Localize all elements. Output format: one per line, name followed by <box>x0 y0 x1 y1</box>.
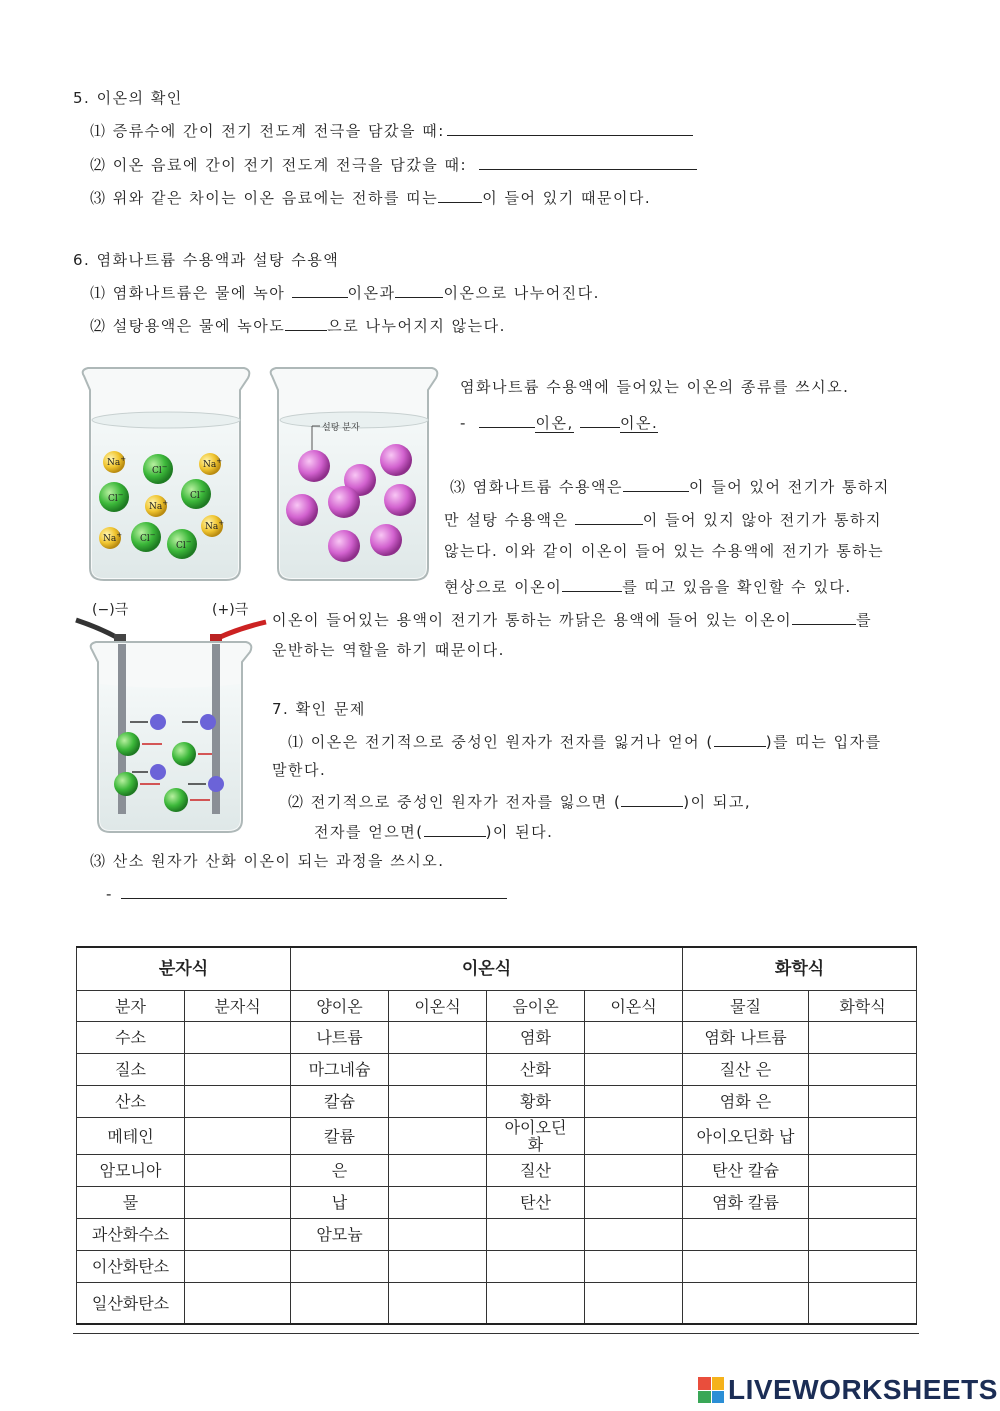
sugar-molecule <box>384 484 416 516</box>
nacl-beaker-illustration <box>78 362 254 586</box>
answer-blank[interactable] <box>714 730 766 747</box>
sec6-p4-line2: 운반하는 역할을 하기 때문이다. <box>272 641 505 659</box>
sec6-ask: 염화나트륨 수용액에 들어있는 이온의 종류를 쓰시오. <box>460 378 850 396</box>
answer-cell[interactable] <box>185 1283 291 1325</box>
sugar-molecule <box>370 524 402 556</box>
sugar-beaker-illustration <box>266 362 442 586</box>
table-cell: 황화 <box>487 1086 585 1118</box>
table-cell: 탄산 칼슘 <box>683 1155 809 1187</box>
table-cell: 암모니아 <box>77 1155 185 1187</box>
cation <box>200 714 216 730</box>
answer-cell[interactable] <box>389 1283 487 1325</box>
column-header: 양이온 <box>291 991 389 1022</box>
answer-cell[interactable] <box>389 1054 487 1086</box>
answer-cell[interactable] <box>185 1054 291 1086</box>
answer-blank[interactable] <box>792 608 856 625</box>
answer-cell[interactable] <box>185 1251 291 1283</box>
answer-cell[interactable] <box>809 1219 917 1251</box>
table-cell: 질산 <box>487 1155 585 1187</box>
sec6-q1: ⑴ 염화나트륨은 물에 녹아 이온과 이온으로 나누어진다. <box>90 281 600 303</box>
sec7-q1-cont: 말한다. <box>272 761 327 779</box>
answer-cell[interactable] <box>585 1118 683 1155</box>
table-row <box>77 1118 917 1155</box>
answer-blank[interactable] <box>621 790 683 807</box>
sec6-p3-line4: 현상으로 이온이 를 띠고 있음을 확인할 수 있다. <box>444 575 852 597</box>
answer-cell[interactable] <box>585 1219 683 1251</box>
svg-text:Cl−: Cl− <box>176 538 192 551</box>
sec7-q1: ⑴ 이온은 전기적으로 중성인 원자가 전자를 잃거나 얻어 ( )를 띠는 입자를 <box>288 730 882 752</box>
group-header: 화학식 <box>683 947 917 991</box>
answer-cell[interactable] <box>389 1187 487 1219</box>
answer-blank[interactable] <box>580 411 620 428</box>
svg-text:Na+: Na+ <box>149 499 169 512</box>
table-cell <box>683 1283 809 1325</box>
table-cell: 염화 <box>487 1022 585 1054</box>
answer-cell[interactable] <box>389 1219 487 1251</box>
answer-blank[interactable] <box>438 186 482 203</box>
table-cell <box>291 1251 389 1283</box>
brand-name: LIVEWORKSHEETS <box>728 1374 998 1405</box>
table-cell: 은 <box>291 1155 389 1187</box>
table-cell: 질소 <box>77 1054 185 1086</box>
sugar-molecule <box>328 486 360 518</box>
table-cell <box>683 1251 809 1283</box>
sec6-p4-line1: 이온이 들어있는 용액이 전기가 통하는 까닭은 용액에 들어 있는 이온이 를 <box>272 608 872 630</box>
table-row <box>77 1155 917 1187</box>
table-cell: 과산화수소 <box>77 1219 185 1251</box>
bottom-rule <box>73 1333 919 1334</box>
answer-blank[interactable] <box>479 153 697 170</box>
table-cell: 염화 은 <box>683 1086 809 1118</box>
answer-cell[interactable] <box>809 1283 917 1325</box>
sec5-q2: ⑵ 이온 음료에 간이 전기 전도계 전극을 담갔을 때: <box>90 153 697 175</box>
column-header: 이온식 <box>585 991 683 1022</box>
table-cell: 칼슘 <box>291 1086 389 1118</box>
table-row <box>77 1219 917 1251</box>
sec7-q2: ⑵ 전기적으로 중성인 원자가 전자를 잃으면 ( )이 되고, <box>288 790 751 812</box>
table-cell <box>291 1283 389 1325</box>
table-cell: 아이오딘화 납 <box>683 1118 809 1155</box>
answer-cell[interactable] <box>185 1155 291 1187</box>
answer-cell[interactable] <box>809 1054 917 1086</box>
svg-text:Cl−: Cl− <box>152 463 168 476</box>
table-cell: 나트륨 <box>291 1022 389 1054</box>
answer-cell[interactable] <box>585 1283 683 1325</box>
answer-cell[interactable] <box>809 1118 917 1155</box>
table-cell: 탄산 <box>487 1187 585 1219</box>
column-header: 음이온 <box>487 991 585 1022</box>
sec6-p3-line3: 않는다. 이와 같이 이온이 들어 있는 수용액에 전기가 통하는 <box>444 542 885 560</box>
answer-blank[interactable] <box>479 411 535 428</box>
answer-cell[interactable] <box>585 1086 683 1118</box>
answer-cell[interactable] <box>389 1022 487 1054</box>
logo-mark-icon <box>698 1377 724 1403</box>
table-cell: 염화 나트륨 <box>683 1022 809 1054</box>
svg-text:Na+: Na+ <box>103 531 123 544</box>
answer-cell[interactable] <box>185 1022 291 1054</box>
answer-blank[interactable] <box>562 575 622 592</box>
sec7-q3-answer: - <box>106 882 507 904</box>
formula-table <box>76 946 917 1325</box>
answer-blank[interactable] <box>575 508 643 525</box>
table-column-header-row <box>77 991 917 1022</box>
answer-cell[interactable] <box>809 1187 917 1219</box>
table-group-header-row <box>77 947 917 991</box>
table-row <box>77 1086 917 1118</box>
answer-cell[interactable] <box>185 1187 291 1219</box>
section-5-title: 5. 이온의 확인 <box>73 89 183 107</box>
table-cell: 이산화탄소 <box>77 1251 185 1283</box>
table-cell: 산화 <box>487 1054 585 1086</box>
answer-cell[interactable] <box>809 1086 917 1118</box>
answer-blank[interactable] <box>447 119 693 136</box>
table-row <box>77 1283 917 1325</box>
sec6-answer-line: - 이온, 이온. <box>460 411 658 433</box>
column-header: 이온식 <box>389 991 487 1022</box>
liveworksheets-logo <box>698 1374 998 1406</box>
table-row <box>77 1251 917 1283</box>
table-cell: 납 <box>291 1187 389 1219</box>
table-row <box>77 1022 917 1054</box>
answer-cell[interactable] <box>809 1251 917 1283</box>
answer-cell[interactable] <box>389 1251 487 1283</box>
answer-cell[interactable] <box>185 1219 291 1251</box>
positive-pole-label: (+)극 <box>212 602 249 618</box>
sec6-p3-line2: 만 설탕 수용액은 이 들어 있지 않아 전기가 통하지 <box>444 508 882 530</box>
table-row <box>77 1054 917 1086</box>
answer-cell[interactable] <box>389 1155 487 1187</box>
table-cell: 아이오딘 화 <box>487 1118 585 1155</box>
answer-blank[interactable] <box>285 314 327 331</box>
table-cell: 암모늄 <box>291 1219 389 1251</box>
svg-text:Na+: Na+ <box>205 519 225 532</box>
table-cell: 칼륨 <box>291 1118 389 1155</box>
sugar-molecule <box>380 444 412 476</box>
svg-text:Cl−: Cl− <box>140 531 156 544</box>
column-header: 화학식 <box>809 991 917 1022</box>
sec5-q3: ⑶ 위와 같은 차이는 이온 음료에는 전하를 띠는 이 들어 있기 때문이다. <box>90 186 651 208</box>
sec6-p3-line1: ⑶ 염화나트륨 수용액은 이 들어 있어 전기가 통하지 <box>450 475 890 497</box>
cation <box>150 714 166 730</box>
answer-cell[interactable] <box>389 1118 487 1155</box>
sec5-q1: ⑴ 증류수에 간이 전기 전도계 전극을 담갔을 때: <box>90 119 693 141</box>
column-header: 분자식 <box>185 991 291 1022</box>
column-header: 물질 <box>683 991 809 1022</box>
cation <box>150 764 166 780</box>
answer-cell[interactable] <box>809 1155 917 1187</box>
anion <box>164 788 188 812</box>
anion <box>172 742 196 766</box>
answer-cell[interactable] <box>585 1022 683 1054</box>
table-cell: 메테인 <box>77 1118 185 1155</box>
section-7-title: 7. 확인 문제 <box>272 700 366 718</box>
column-header: 분자 <box>77 991 185 1022</box>
sugar-molecule <box>286 494 318 526</box>
table-cell: 물 <box>77 1187 185 1219</box>
sugar-molecule <box>298 450 330 482</box>
group-header: 분자식 <box>77 947 291 991</box>
sec7-q3: ⑶ 산소 원자가 산화 이온이 되는 과정을 쓰시오. <box>90 852 445 870</box>
answer-cell[interactable] <box>185 1118 291 1155</box>
cation <box>208 776 224 792</box>
table-cell <box>683 1219 809 1251</box>
answer-cell[interactable] <box>809 1022 917 1054</box>
negative-pole-label: (−)극 <box>92 602 129 618</box>
svg-text:Cl−: Cl− <box>108 491 124 504</box>
answer-cell[interactable] <box>389 1086 487 1118</box>
answer-blank[interactable] <box>623 475 689 492</box>
table-cell: 일산화탄소 <box>77 1283 185 1325</box>
answer-blank[interactable] <box>121 882 507 899</box>
electrolysis-illustration <box>70 598 270 838</box>
sec6-q2: ⑵ 설탕용액은 물에 녹아도 으로 나누어지지 않는다. <box>90 314 506 336</box>
table-cell: 질산 은 <box>683 1054 809 1086</box>
section-6-title: 6. 염화나트륨 수용액과 설탕 수용액 <box>73 251 340 269</box>
table-cell: 마그네슘 <box>291 1054 389 1086</box>
answer-blank[interactable] <box>292 281 348 298</box>
sec7-q2-cont: 전자를 얻으면( )이 된다. <box>314 820 553 842</box>
answer-cell[interactable] <box>585 1187 683 1219</box>
sugar-label: 설탕 분자 <box>322 423 360 433</box>
answer-cell[interactable] <box>185 1086 291 1118</box>
table-cell <box>487 1219 585 1251</box>
answer-cell[interactable] <box>585 1054 683 1086</box>
answer-cell[interactable] <box>585 1251 683 1283</box>
answer-blank[interactable] <box>424 820 486 837</box>
answer-blank[interactable] <box>395 281 443 298</box>
svg-text:Cl−: Cl− <box>190 488 206 501</box>
table-cell: 염화 칼륨 <box>683 1187 809 1219</box>
sugar-molecule <box>328 530 360 562</box>
table-cell <box>487 1251 585 1283</box>
anion <box>116 732 140 756</box>
table-cell <box>487 1283 585 1325</box>
svg-text:Na+: Na+ <box>107 455 127 468</box>
answer-cell[interactable] <box>585 1155 683 1187</box>
svg-text:Na+: Na+ <box>203 457 223 470</box>
table-cell: 수소 <box>77 1022 185 1054</box>
group-header: 이온식 <box>291 947 683 991</box>
table-cell: 산소 <box>77 1086 185 1118</box>
anion <box>114 772 138 796</box>
table-row <box>77 1187 917 1219</box>
